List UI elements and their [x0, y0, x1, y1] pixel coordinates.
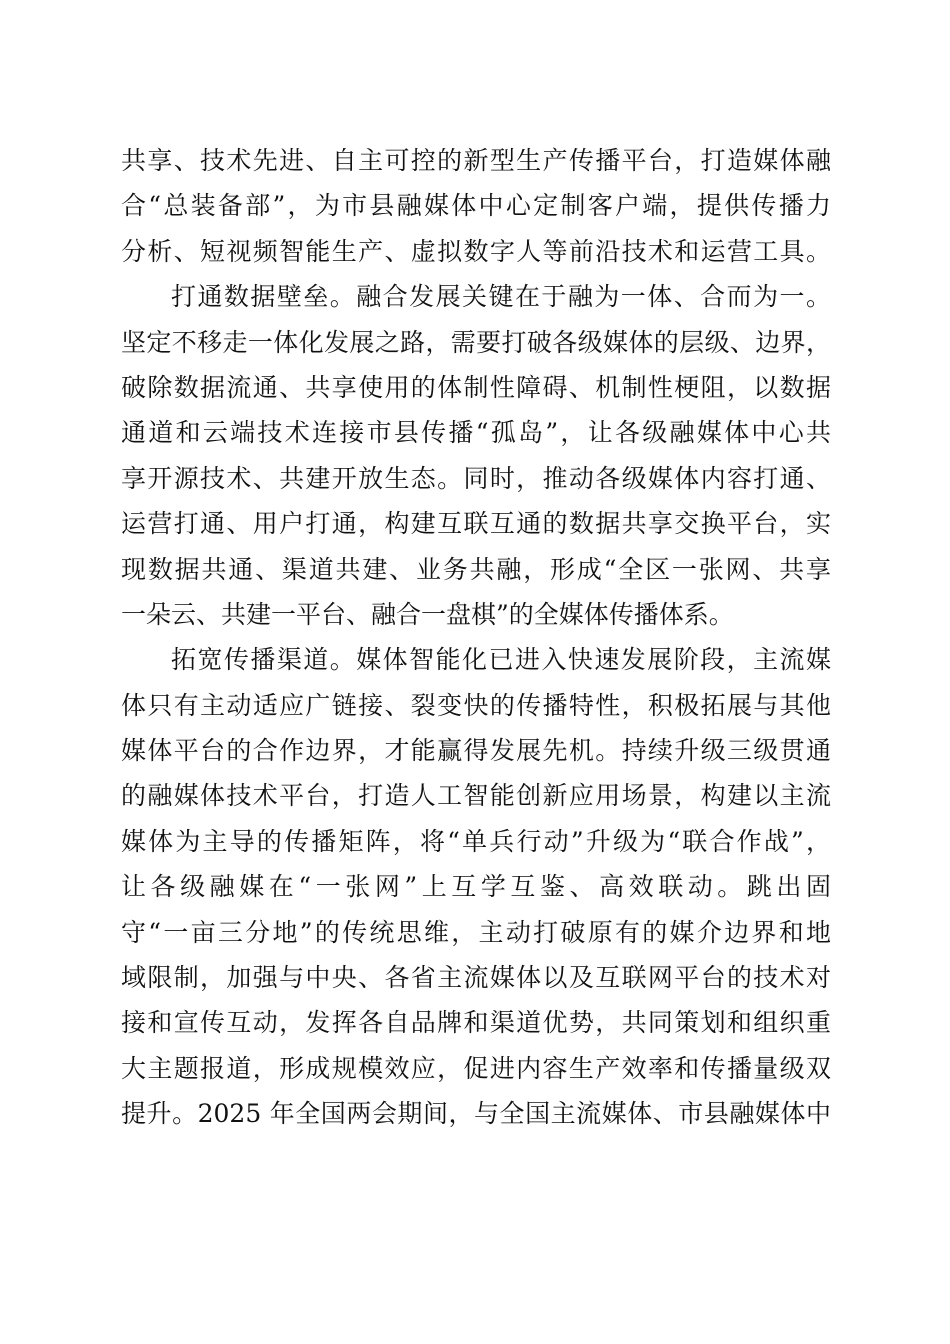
paragraph-3-line-8: 域限制，加强与中央、各省主流媒体以及互联网平台的技术对	[121, 963, 831, 993]
paragraph-2-line-7: 现数据共通、渠道共建、业务共融，形成“全区一张网、共享	[121, 554, 831, 584]
paragraph-3-line-2: 体只有主动适应广链接、裂变快的传播特性，积极拓展与其他	[121, 690, 831, 720]
paragraph-2-line-6: 运营打通、用户打通，构建互联互通的数据共享交换平台，实	[121, 509, 831, 539]
paragraph-3-line-1: 拓宽传播渠道。媒体智能化已进入快速发展阶段，主流媒	[171, 645, 831, 675]
paragraph-3-line-3: 媒体平台的合作边界，才能赢得发展先机。持续升级三级贯通	[121, 736, 831, 766]
paragraph-3-line-7: 守“一亩三分地”的传统思维，主动打破原有的媒介边界和地	[121, 917, 831, 947]
paragraph-3-line-4: 的融媒体技术平台，打造人工智能创新应用场景，构建以主流	[121, 781, 831, 811]
paragraph-3-line-6: 让各级融媒在“一张网”上互学互鉴、高效联动。跳出固	[121, 872, 831, 902]
paragraph-3-line-10: 大主题报道，形成规模效应，促进内容生产效率和传播量级双	[121, 1053, 831, 1083]
paragraph-2-line-3: 破除数据流通、共享使用的体制性障碍、机制性梗阻，以数据	[121, 372, 831, 402]
paragraph-3-line-11: 提升。2025 年全国两会期间，与全国主流媒体、市县融媒体中	[121, 1099, 831, 1129]
paragraph-3-line-5: 媒体为主导的传播矩阵，将“单兵行动”升级为“联合作战”，	[121, 826, 831, 856]
paragraph-2-line-8: 一朵云、共建一平台、融合一盘棋”的全媒体传播体系。	[121, 599, 734, 629]
paragraph-2-line-4: 通道和云端技术连接市县传播“孤岛”，让各级融媒体中心共	[121, 418, 831, 448]
paragraph-1-line-1: 共享、技术先进、自主可控的新型生产传播平台，打造媒体融	[121, 146, 831, 175]
paragraph-3-line-9: 接和宣传互动，发挥各自品牌和渠道优势，共同策划和组织重	[121, 1008, 831, 1038]
paragraph-2-line-5: 享开源技术、共建开放生态。同时，推动各级媒体内容打通、	[121, 463, 831, 493]
document-body	[121, 138, 831, 1137]
paragraph-1-line-2: 合“总装备部”，为市县融媒体中心定制客户端，提供传播力	[121, 191, 831, 221]
paragraph-1-line-3: 分析、短视频智能生产、虚拟数字人等前沿技术和运营工具。	[121, 236, 831, 266]
paragraph-2-line-2: 坚定不移走一体化发展之路，需要打破各级媒体的层级、边界，	[121, 327, 831, 357]
paragraph-2-line-1: 打通数据壁垒。融合发展关键在于融为一体、合而为一。	[171, 282, 831, 312]
